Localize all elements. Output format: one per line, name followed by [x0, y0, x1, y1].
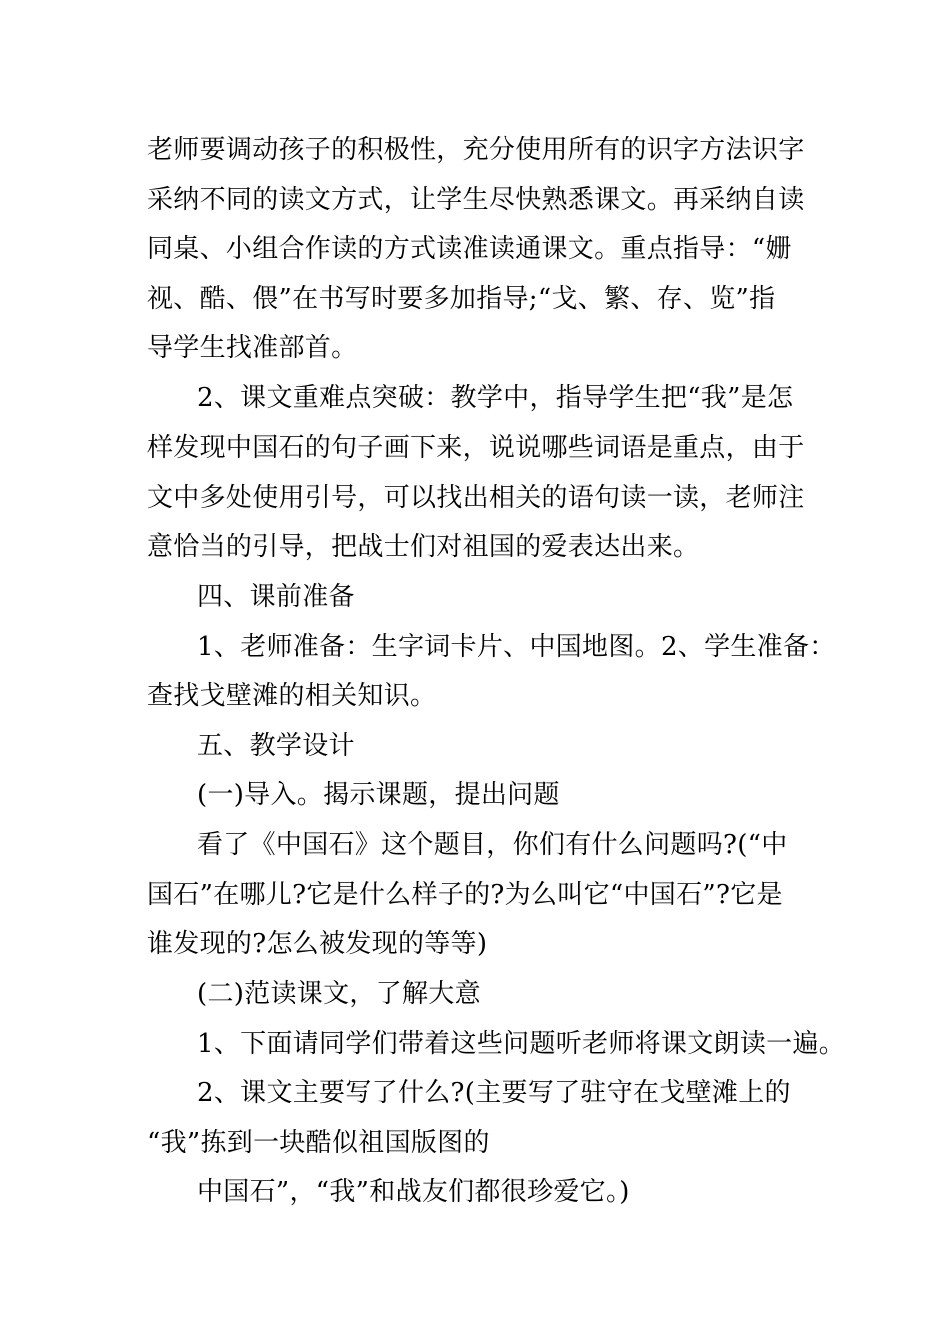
text-line-3: 同桌、小组合作读的方式读准读通课文。重点指导：“姗 [147, 234, 792, 264]
subsection-heading-2: (二)范读课文，了解大意 [197, 979, 481, 1009]
section-heading-5: 五、教学设计 [197, 731, 355, 761]
text-line-8: 文中多处使用引号，可以找出相关的语句读一读，老师注 [147, 483, 805, 513]
text-line-2: 采纳不同的读文方式，让学生尽快熟悉课文。再采纳自读 [147, 185, 805, 215]
text-line-1: 老师要调动孩子的积极性，充分使用所有的识字方法识字 [147, 135, 805, 165]
text-line-12: 查找戈壁滩的相关知识。 [147, 681, 437, 711]
section-heading-4: 四、课前准备 [197, 582, 355, 612]
text-line-9: 意恰当的引导，把战士们对祖国的爱表达出来。 [147, 532, 700, 562]
text-line-4: 视、酷、偎”在书写时要多加指导;“戈、繁、存、览”指 [147, 284, 776, 314]
text-line-21: “我”拣到一块酷似祖国版图的 [147, 1128, 490, 1158]
subsection-heading-1: (一)导入。揭示课题，提出问题 [197, 780, 560, 810]
text-line-17: 谁发现的?怎么被发现的等等) [147, 929, 488, 959]
text-line-16: 国石”在哪儿?它是什么样子的?为么叫它“中国石”?它是 [147, 880, 783, 910]
text-line-22: 中国石”，“我”和战友们都很珍爱它。) [197, 1177, 630, 1207]
text-line-19: 1、下面请同学们带着这些问题听老师将课文朗读一遍。 [197, 1029, 846, 1059]
text-line-15: 看了《中国石》这个题目，你们有什么问题吗?(“中 [197, 830, 788, 860]
text-line-7: 样发现中国石的句子画下来，说说哪些词语是重点，由于 [147, 433, 805, 463]
text-line-6: 2、课文重难点突破：教学中，指导学生把“我”是怎 [197, 383, 794, 413]
text-line-20: 2、课文主要写了什么?(主要写了驻守在戈壁滩上的 [197, 1078, 791, 1108]
text-line-5: 导学生找准部首。 [147, 333, 358, 363]
text-line-11: 1、老师准备：生字词卡片、中国地图。2、学生准备： [197, 632, 836, 662]
